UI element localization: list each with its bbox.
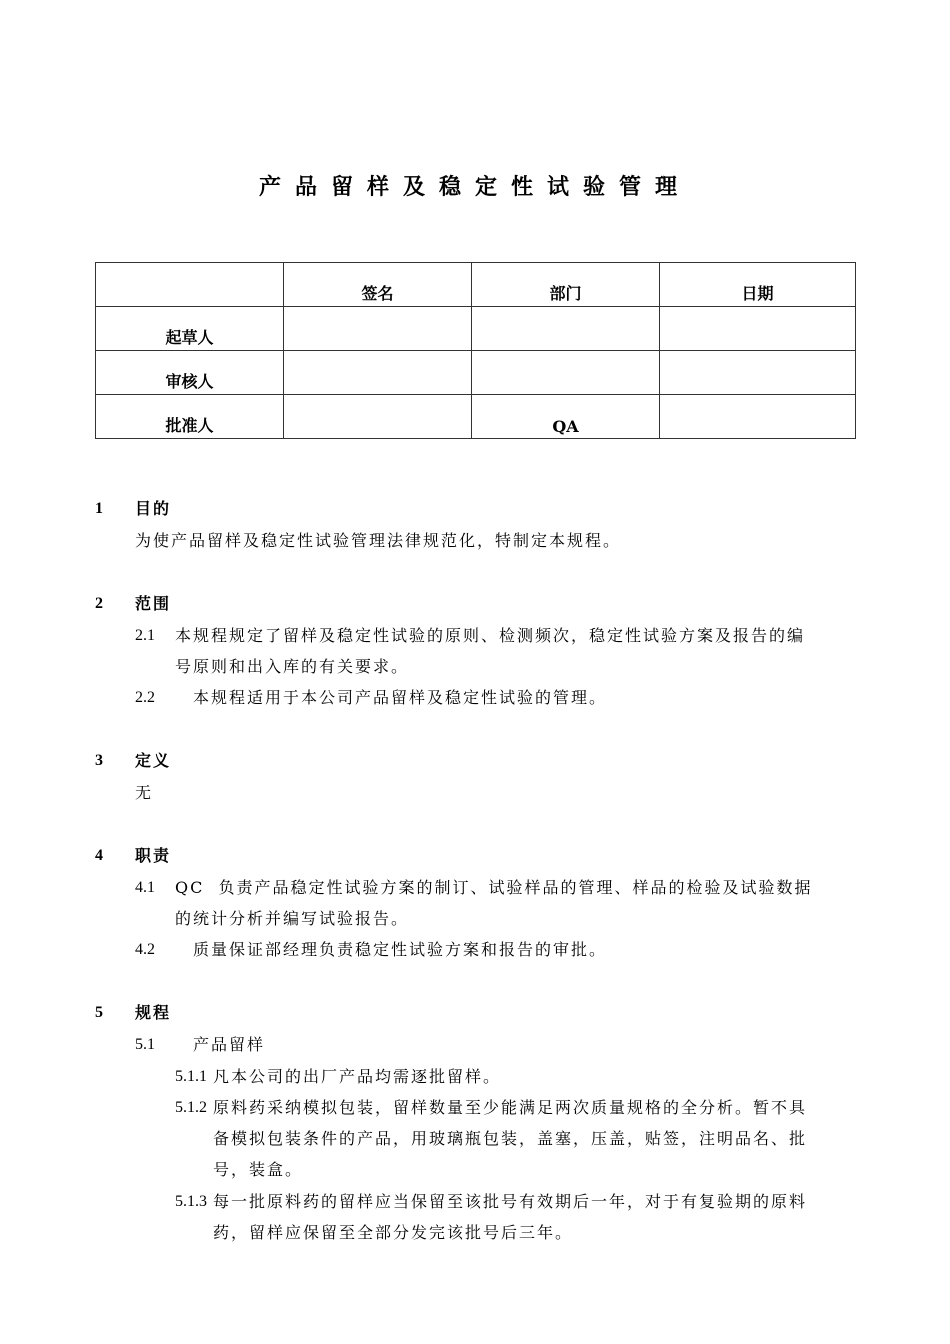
sub-item-text: 原料药采纳模拟包装，留样数量至少能满足两次质量规格的全分析。暂不具 <box>213 1098 808 1117</box>
section-number: 1 <box>95 500 103 517</box>
table-row <box>96 307 856 351</box>
department-cell <box>472 351 660 395</box>
section-title-scope: 范围 <box>135 594 172 613</box>
date-cell <box>660 307 856 351</box>
sub-item-text-continued: 备模拟包装条件的产品，用玻璃瓶包装，盖塞，压盖，贴签，注明品名、批 <box>213 1129 808 1148</box>
item-number: 4.2 <box>135 941 155 958</box>
section-number: 4 <box>95 847 103 864</box>
sub-item-text: 凡本公司的出厂产品均需逐批留样。 <box>213 1067 502 1086</box>
department-cell <box>472 307 660 351</box>
signature-cell <box>284 395 472 439</box>
date-cell <box>660 395 856 439</box>
item-text: 产品留样 <box>193 1035 266 1054</box>
row-label-drafter: 起草人 <box>96 307 284 351</box>
section-title-definition: 定义 <box>135 751 172 770</box>
item-text-continued: 的统计分析并编写试验报告。 <box>175 909 410 928</box>
sub-item-number: 5.1.2 <box>175 1099 207 1116</box>
table-row <box>96 395 856 439</box>
item-number: 2.2 <box>135 689 155 706</box>
item-text: 本规程适用于本公司产品留样及稳定性试验的管理。 <box>193 688 608 707</box>
section-number: 3 <box>95 752 103 769</box>
sub-item-number: 5.1.3 <box>175 1193 207 1210</box>
table-row <box>96 351 856 395</box>
section-number: 5 <box>95 1004 103 1021</box>
sub-item-text-continued: 号，装盒。 <box>213 1160 304 1179</box>
item-text: 质量保证部经理负责稳定性试验方案和报告的审批。 <box>193 940 608 959</box>
section-number: 2 <box>95 595 103 612</box>
document-title: 产品留样及稳定性试验管理 <box>258 175 691 200</box>
item-number: 2.1 <box>135 627 155 644</box>
signature-cell <box>284 307 472 351</box>
row-label-reviewer: 审核人 <box>96 351 284 395</box>
header-cell-signature: 签名 <box>284 263 472 307</box>
section-title-purpose: 目的 <box>135 499 172 518</box>
item-number: 5.1 <box>135 1036 155 1053</box>
section-text: 无 <box>135 783 154 802</box>
item-text: QC 负责产品稳定性试验方案的制订、试验样品的管理、样品的检验及试验数据 <box>175 878 813 897</box>
department-cell: QA <box>472 395 660 439</box>
row-label-approver: 批准人 <box>96 395 284 439</box>
item-text-continued: 号原则和出入库的有关要求。 <box>175 657 410 676</box>
signature-cell <box>284 351 472 395</box>
sub-item-text-continued: 药，留样应保留至全部分发完该批号后三年。 <box>213 1223 574 1242</box>
signature-table <box>95 262 856 439</box>
header-cell-department: 部门 <box>472 263 660 307</box>
signature-table-header-row <box>96 263 856 307</box>
item-number: 4.1 <box>135 879 155 896</box>
section-title-procedure: 规程 <box>135 1003 172 1022</box>
section-text: 为使产品留样及稳定性试验管理法律规范化，特制定本规程。 <box>135 531 622 550</box>
date-cell <box>660 351 856 395</box>
header-cell-date: 日期 <box>660 263 856 307</box>
section-title-responsibility: 职责 <box>135 846 172 865</box>
header-cell-empty <box>96 263 284 307</box>
item-text: 本规程规定了留样及稳定性试验的原则、检测频次，稳定性试验方案及报告的编 <box>175 626 806 645</box>
sub-item-number: 5.1.1 <box>175 1068 207 1085</box>
sub-item-text: 每一批原料药的留样应当保留至该批号有效期后一年，对于有复验期的原料 <box>213 1192 808 1211</box>
